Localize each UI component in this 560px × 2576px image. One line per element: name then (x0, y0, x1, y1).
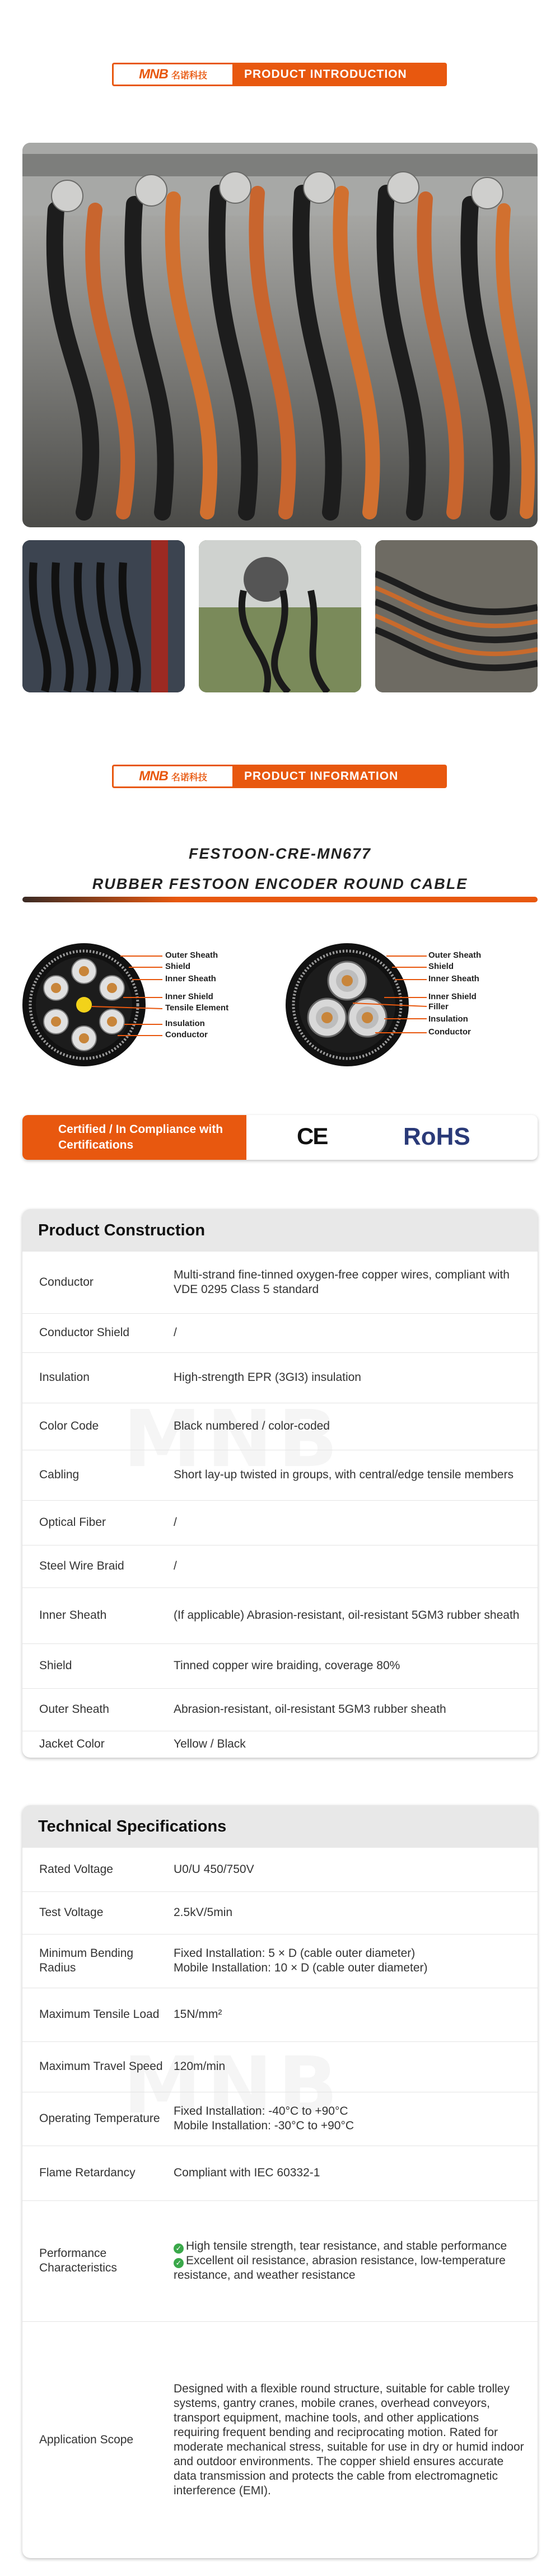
table-row (22, 1352, 538, 1403)
row-value-text: Designed with a flexible round structure, suitable for cable trolley systems, gantry cranes, mobile cranes, overhead conveyors, transport equipment, machine tools, and other applications requiring frequent bending and reciprocating motion. Rated for moderate mechanical stress, suitable for use in dry or humid indoor and outdoor environments. The copper shield ensures accurate data transmission and protects the cable from electromagnetic interference (EMI). (174, 2382, 524, 2497)
row-label-text: Maximum Travel Speed (39, 2060, 163, 2073)
row-value-text: 120m/min (174, 2060, 226, 2073)
row-value (174, 1403, 526, 1450)
row-value-text: 15N/mm² (174, 2008, 222, 2021)
table-row (22, 1403, 538, 1450)
table-row (22, 1643, 538, 1689)
cross-section-right-drawing (280, 935, 538, 1075)
row-value (174, 1934, 526, 1988)
row-label: Shield (39, 1659, 72, 1672)
row-value-text: 2.5kV/5min (174, 1906, 233, 1919)
table-row (22, 1731, 538, 1758)
table-row (22, 1688, 538, 1731)
table-row (22, 1450, 538, 1501)
cross-section-right (280, 935, 538, 1075)
row-label-text: Application Scope (39, 2433, 134, 2446)
row-value (174, 1988, 526, 2041)
row-value (174, 2146, 526, 2200)
product-name: RUBBER FESTOON ENCODER ROUND CABLE (92, 875, 468, 892)
rohs-mark: RoHS (403, 1123, 470, 1150)
ce-mark: CE (297, 1123, 328, 1149)
right-label-inner-shield: Inner Shield (428, 992, 477, 1001)
banner-title-2: PRODUCT INFORMATION (234, 765, 447, 788)
certification-bar (22, 1115, 538, 1160)
left-label-inner-shield: Inner Shield (165, 992, 213, 1001)
title-underline (22, 897, 538, 902)
row-label: Conductor Shield (39, 1326, 130, 1339)
table-row (22, 1545, 538, 1588)
row-value-text: Black numbered / color-coded (174, 1420, 330, 1432)
right-label-shield: Shield (428, 962, 454, 971)
left-label-conductor: Conductor (165, 1030, 208, 1039)
row-label: Test Voltage (39, 1906, 104, 1919)
product-construction-table (22, 1209, 538, 1758)
row-value-text: Abrasion-resistant, oil-resistant 5GM3 rubber sheath (174, 1703, 446, 1716)
row-label-text: Flame Retardancy (39, 2166, 136, 2179)
logo-mark-2: MNB (139, 769, 168, 784)
row-label: Optical Fiber (39, 1516, 106, 1529)
row-value-text: Tinned copper wire braiding, coverage 80% (174, 1659, 400, 1672)
row-label (39, 2041, 168, 2092)
table-row (22, 1252, 538, 1314)
row-label (39, 2321, 168, 2558)
table-row (22, 2200, 538, 2322)
row-label: Insulation (39, 1371, 90, 1384)
row-value (174, 1688, 526, 1731)
left-label-tensile-element: Tensile Element (165, 1003, 229, 1013)
left-label-shield: Shield (165, 962, 191, 971)
row-value (174, 2321, 526, 2558)
performance-item-text: High tensile strength, tear resistance, and stable performance (186, 2240, 507, 2252)
row-label-text: Maximum Tensile Load (39, 2008, 160, 2021)
row-value (174, 1500, 526, 1545)
row-value-text: Compliant with IEC 60332-1 (174, 2166, 320, 2179)
row-label (39, 1934, 168, 1988)
row-value (174, 1731, 526, 1758)
table-row (22, 1988, 538, 2042)
row-value-text: High-strength EPR (3GI3) insulation (174, 1371, 361, 1384)
certification-label: Certified / In Compliance with Certifications (22, 1115, 246, 1160)
application-photo-1 (22, 540, 185, 692)
brand-logo-2 (112, 765, 234, 788)
row-label: Jacket Color (39, 1737, 105, 1750)
row-value-text: Fixed Installation: 5 × D (cable outer diameter) Mobile Installation: 10 × D (cable outer diameter) (174, 1947, 428, 1974)
row-value-text: Yellow / Black (174, 1737, 246, 1750)
row-value-text: Short lay-up twisted in groups, with central/edge tensile members (174, 1468, 514, 1481)
banner-title: PRODUCT INTRODUCTION (234, 63, 447, 86)
cross-section-left (22, 935, 280, 1075)
row-value (174, 1450, 526, 1500)
row-value (174, 2200, 526, 2321)
row-value (174, 1252, 526, 1313)
product-model: FESTOON-CRE-MN677 (188, 845, 372, 862)
row-value-text: Multi-strand fine-tinned oxygen-free copper wires, compliant with VDE 0295 Class 5 standard (174, 1268, 510, 1296)
right-label-inner-sheath: Inner Sheath (428, 974, 479, 983)
check-icon: ✓ (174, 2244, 184, 2254)
row-label: Conductor (39, 1276, 94, 1289)
row-value-text: (If applicable) Abrasion-resistant, oil-resistant 5GM3 rubber sheath (174, 1609, 520, 1622)
row-value-text: / (174, 1559, 177, 1572)
logo-mark: MNB (139, 67, 168, 82)
row-label: Cabling (39, 1468, 80, 1481)
row-label-text: Operating Temperature (39, 2112, 160, 2125)
left-label-insulation: Insulation (165, 1019, 205, 1028)
table-row (22, 2321, 538, 2558)
row-value (174, 1352, 526, 1403)
main-product-photo (22, 143, 538, 527)
row-value (174, 2092, 526, 2146)
cross-section-left-drawing (22, 935, 280, 1075)
row-label: Outer Sheath (39, 1703, 109, 1716)
row-value (174, 1891, 526, 1934)
row-value-text: / (174, 1326, 177, 1339)
table-row (22, 1587, 538, 1644)
row-label (39, 2092, 168, 2146)
row-value (174, 1313, 526, 1352)
photo-1-illustration (22, 540, 185, 692)
info-banner (112, 765, 447, 788)
festoon-cables-illustration (22, 143, 538, 527)
construction-title: Product Construction (22, 1209, 538, 1252)
intro-banner (112, 63, 447, 86)
row-value (174, 1545, 526, 1587)
table-row (22, 1500, 538, 1545)
performance-item (174, 2254, 526, 2283)
right-label-insulation: Insulation (428, 1014, 468, 1024)
table-row (22, 2092, 538, 2146)
row-value-text: U0/U 450/750V (174, 1863, 254, 1876)
left-label-outer-sheath: Outer Sheath (165, 950, 218, 960)
row-value-text: / (174, 1516, 177, 1529)
right-label-outer-sheath: Outer Sheath (428, 950, 482, 960)
row-label-text: Minimum Bending Radius (39, 1947, 134, 1974)
row-label-text: Performance Characteristics (39, 2247, 117, 2274)
specs-title: Technical Specifications (22, 1805, 538, 1848)
brand-logo (112, 63, 234, 86)
row-label (39, 1988, 168, 2041)
row-value (174, 2041, 526, 2092)
table-row (22, 1848, 538, 1892)
application-photo-3 (375, 540, 538, 692)
row-label: Steel Wire Braid (39, 1559, 124, 1572)
row-value (174, 1643, 526, 1688)
table-row (22, 1934, 538, 1988)
logo-cn: 名诺科技 (171, 69, 207, 81)
photo-2-illustration (199, 540, 361, 692)
table-row (22, 2146, 538, 2201)
right-label-filler: Filler (428, 1002, 449, 1011)
performance-item (174, 2239, 526, 2254)
application-photo-2 (199, 540, 361, 692)
table-row (22, 2041, 538, 2092)
left-label-inner-sheath: Inner Sheath (165, 974, 216, 983)
row-label: Color Code (39, 1420, 99, 1432)
right-label-conductor: Conductor (428, 1027, 471, 1037)
row-value (174, 1587, 526, 1643)
row-label (39, 2146, 168, 2200)
table-row (22, 1891, 538, 1935)
check-icon: ✓ (174, 2258, 184, 2268)
photo-3-illustration (375, 540, 538, 692)
row-label (39, 2200, 168, 2321)
row-label: Rated Voltage (39, 1863, 113, 1876)
technical-specifications-table (22, 1805, 538, 2558)
performance-item-text: Excellent oil resistance, abrasion resistance, low-temperature resistance, and weather resistance (174, 2254, 506, 2282)
logo-cn-2: 名诺科技 (171, 771, 207, 783)
row-value (174, 1848, 526, 1891)
table-row (22, 1313, 538, 1353)
row-value-text: Fixed Installation: -40°C to +90°C Mobile Installation: -30°C to +90°C (174, 2105, 354, 2132)
row-label: Inner Sheath (39, 1609, 107, 1622)
